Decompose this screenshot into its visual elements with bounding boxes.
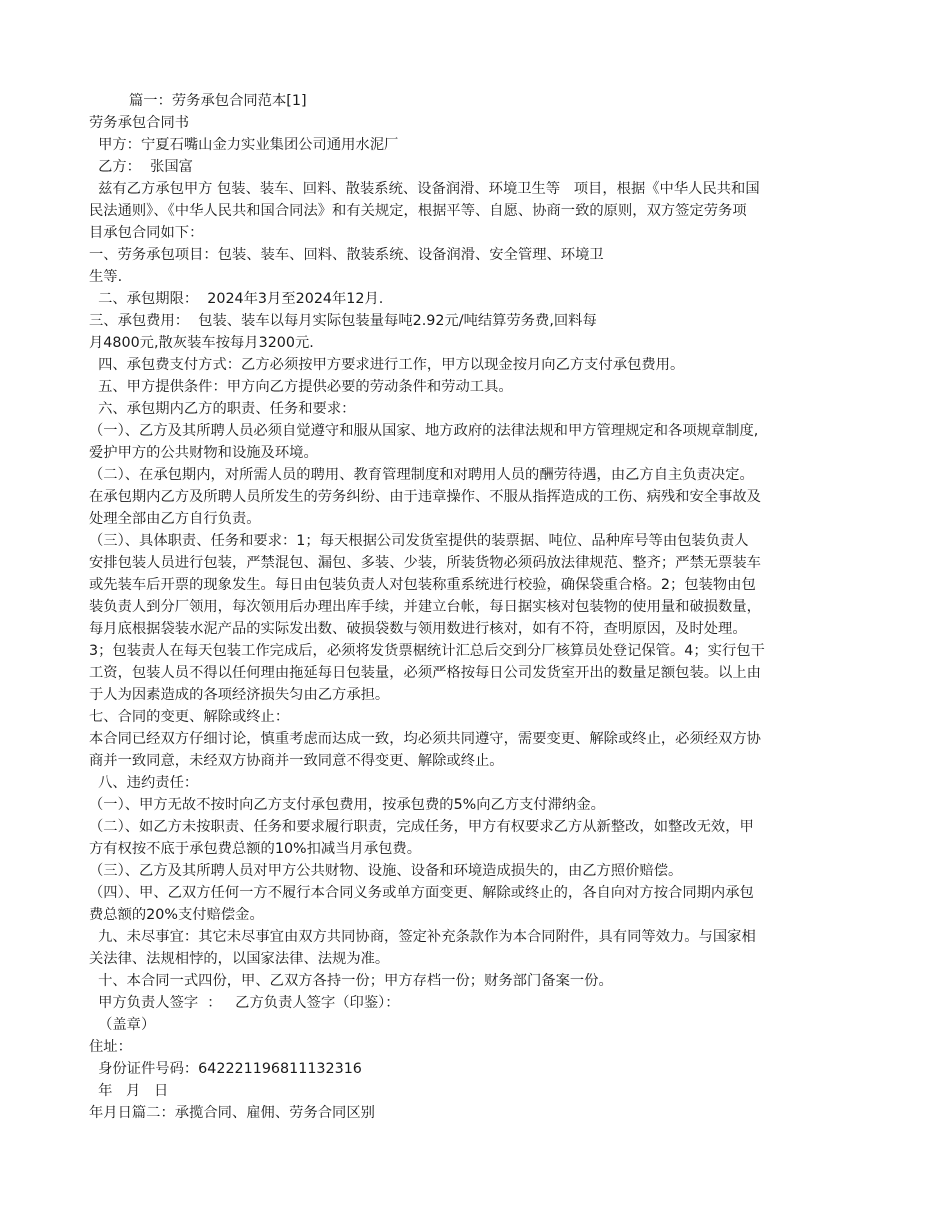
seal-line: （盖章） bbox=[89, 1017, 156, 1033]
clause-line: 关法律、法规相悖的，以国家法律、法规为准。 bbox=[89, 951, 390, 967]
preamble-line: 目承包合同如下： bbox=[89, 225, 204, 241]
clause-line: 八、违约责任： bbox=[89, 775, 199, 791]
clause-line: 费总额的20%支付赔偿金。 bbox=[89, 907, 264, 923]
section-title: 篇一：劳务承包合同范本[1] bbox=[129, 93, 307, 109]
clause-line: 工资，包装人员不得以任何理由拖延每日包装量，必须严格按每日公司发货室开出的数量足额包装。以上由 bbox=[89, 665, 761, 681]
clause-line: 装负责人到分厂领用，每次领用后办理出库手续，并建立台帐，每日据实核对包装物的使用量和破损数量， bbox=[89, 599, 761, 615]
clause-line: 七、合同的变更、解除或终止： bbox=[89, 709, 290, 725]
clause-line: 处理全部由乙方自行负责。 bbox=[89, 511, 261, 527]
clause-line: 商并一致同意，未经双方协商并一致同意不得变更、解除或终止。 bbox=[89, 753, 504, 769]
preamble-line: 兹有乙方承包甲方 包装、装车、回料、散装系统、设备润滑、环境卫生等 项目，根据《中华人民共和国 bbox=[89, 181, 760, 197]
clause-line: 九、未尽事宜：其它未尽事宜由双方共同协商，签定补充条款作为本合同附件，具有同等效力。与国家相 bbox=[89, 929, 756, 945]
clause-line: 爱护甲方的公共财物和设施及环境。 bbox=[89, 445, 318, 461]
clause-line: 二、承包期限： 2024年3月至2024年12月. bbox=[89, 291, 384, 307]
clause-line: 本合同已经双方仔细讨论，慎重考虑而达成一致，均必须共同遵守，需要变更、解除或终止，必须经双方协 bbox=[89, 731, 761, 747]
preamble-line: 民法通则》、《中华人民共和国合同法》和有关规定，根据平等、自愿、协商一致的原则，双方签定劳务项 bbox=[89, 203, 747, 219]
contract-heading: 劳务承包合同书 bbox=[89, 115, 190, 131]
clause-line: 安排包装人员进行包装，严禁混包、漏包、多装、少装，所装货物必须码放法律规范、整齐；严禁无票装车 bbox=[89, 555, 761, 571]
clause-line: （二）、如乙方未按职责、任务和要求履行职责，完成任务，甲方有权要求乙方从新整改，如整改无效，甲 bbox=[89, 819, 754, 835]
document-body bbox=[89, 90, 869, 1124]
clause-line: （三）、具体职责、任务和要求：1；每天根据公司发货室提供的装票据、吨位、品种库号等由包装负责人 bbox=[89, 533, 749, 549]
clause-line: 每月底根据袋装水泥产品的实际发出数、破损袋数与领用数进行核对，如有不符，查明原因，及时处理。 bbox=[89, 621, 747, 637]
clause-line: 3；包装责人在每天包装工作完成后，必须将发货票椐统计汇总后交到分厂核算员处登记保管。4；实行包干 bbox=[89, 643, 765, 659]
clause-line: （二）、在承包期内，对所需人员的聘用、教育管理制度和对聘用人员的酬劳待遇，由乙方自主负责决定。 bbox=[89, 467, 754, 483]
clause-line: （四）、甲、乙双方任何一方不履行本合同义务或单方面变更、解除或终止的，各自向对方按合同期内承包 bbox=[89, 885, 754, 901]
next-section-title: 年月日篇二：承揽合同、雇佣、劳务合同区别 bbox=[89, 1105, 375, 1121]
clause-line: （一）、乙方及其所聘人员必须自觉遵守和服从国家、地方政府的法律法规和甲方管理规定和各项规章制度, bbox=[89, 423, 759, 439]
party-a: 甲方：宁夏石嘴山金力实业集团公司通用水泥厂 bbox=[89, 137, 399, 153]
address-line: 住址： bbox=[89, 1039, 132, 1055]
clause-line: 六、承包期内乙方的职责、任务和要求： bbox=[89, 401, 356, 417]
clause-line: 方有权按不底于承包费总额的10%扣减当月承包费。 bbox=[89, 841, 422, 857]
clause-line: 五、甲方提供条件：甲方向乙方提供必要的劳动条件和劳动工具。 bbox=[89, 379, 513, 395]
id-number-line: 身份证件号码：642221196811132316 bbox=[89, 1061, 362, 1077]
signature-line: 甲方负责人签字 ： 乙方负责人签字（印鉴）： bbox=[89, 995, 400, 1011]
clause-line: 于人为因素造成的各项经济损失匀由乙方承担。 bbox=[89, 687, 390, 703]
clause-line: 在承包期内乙方及所聘人员所发生的劳务纠纷、由于违章操作、不服从指挥造成的工伤、病残和安全事故及 bbox=[89, 489, 761, 505]
clause-line: 生等. bbox=[89, 269, 123, 285]
clause-line: 十、本合同一式四份，甲、乙双方各持一份；甲方存档一份；财务部门备案一份。 bbox=[89, 973, 613, 989]
clause-line: 四、承包费支付方式：乙方必须按甲方要求进行工作，甲方以现金按月向乙方支付承包费用。 bbox=[89, 357, 685, 373]
clause-line: （三）、乙方及其所聘人员对甲方公共财物、设施、设备和环境造成损失的，由乙方照价赔偿。 bbox=[89, 863, 683, 879]
party-b: 乙方： 张国富 bbox=[89, 159, 193, 175]
clause-line: 月4800元,散灰装车按每月3200元. bbox=[89, 335, 314, 351]
clause-line: 三、承包费用： 包装、装车以每月实际包装量每吨2.92元/吨结算劳务费,回料每 bbox=[89, 313, 597, 329]
date-line: 年 月 日 bbox=[89, 1083, 169, 1099]
clause-line: （一）、甲方无故不按时向乙方支付承包费用，按承包费的5%向乙方支付滞纳金。 bbox=[89, 797, 605, 813]
clause-line: 或先装车后开票的现象发生。每日由包装负责人对包装称重系统进行校验，确保袋重合格。2；包装物由包 bbox=[89, 577, 756, 593]
clause-line: 一、劳务承包项目：包装、装车、回料、散装系统、设备润滑、安全管理、环境卫 bbox=[89, 247, 604, 263]
